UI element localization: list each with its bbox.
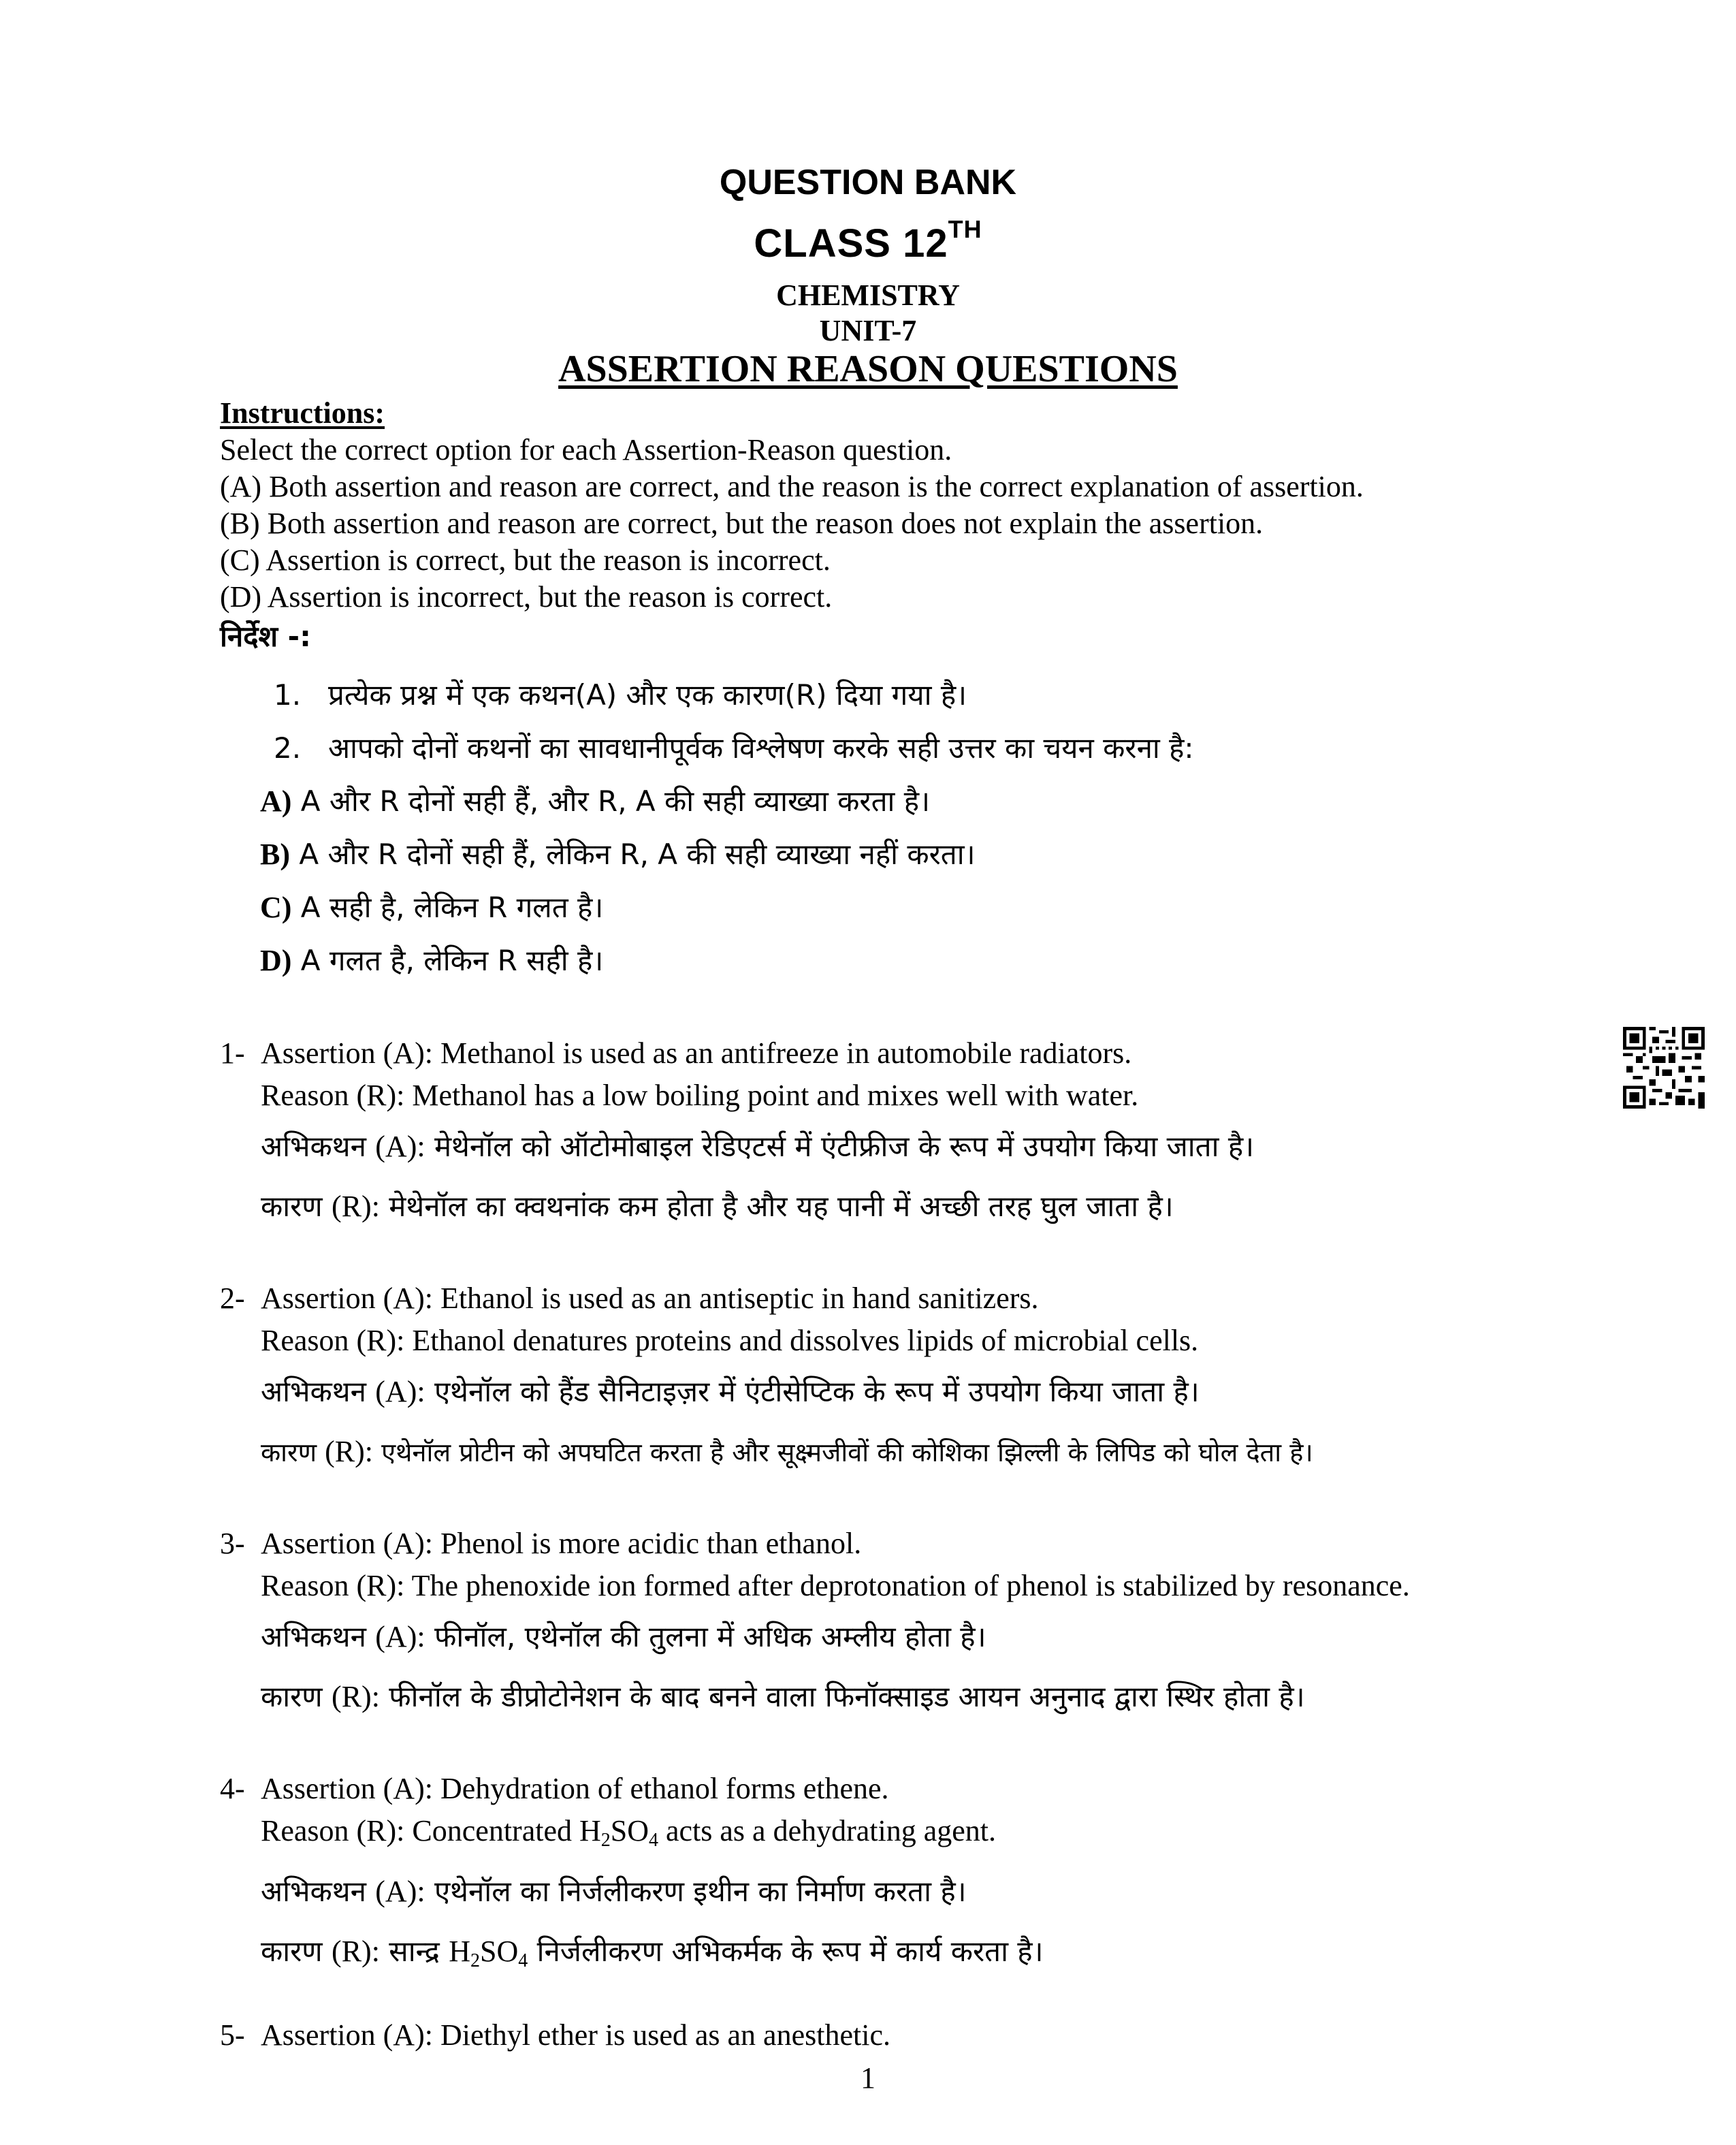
instruction-line: (A) Both assertion and reason are correct, and the reason is the correct explanation of assertion. bbox=[220, 470, 1364, 503]
point-number: 2. bbox=[274, 731, 302, 765]
hindi-instructions-heading: निर्देश -: bbox=[220, 620, 311, 653]
hindi-assertion-line bbox=[220, 1362, 1313, 1422]
assertion-line bbox=[220, 1768, 1044, 1810]
formula-part: SO bbox=[480, 1935, 519, 1968]
formula-part: SO bbox=[610, 1814, 649, 1847]
assertion-line bbox=[220, 1523, 1410, 1565]
instructions-heading: Instructions: bbox=[220, 396, 385, 430]
hindi-assertion-text: मेथेनॉल को ऑटोमोबाइल रेडिएटर्स में एंटीफ्रीज के रूप में उपयोग किया जाता है। bbox=[434, 1130, 1255, 1163]
option-label: B) bbox=[260, 838, 290, 871]
subscript: 2 bbox=[470, 1950, 480, 1971]
hindi-assertion-tag: (A): bbox=[375, 1375, 425, 1408]
formula-part: H bbox=[449, 1935, 470, 1968]
class-suffix: TH bbox=[948, 215, 982, 243]
reason-text-suffix: acts as a dehydrating agent. bbox=[658, 1814, 997, 1847]
option-label: A) bbox=[260, 784, 292, 818]
assertion-line bbox=[220, 1277, 1313, 1320]
hindi-reason-tag: (R): bbox=[332, 1680, 380, 1713]
hindi-reason-text: मेथेनॉल का क्वथनांक कम होता है और यह पानी में अच्छी तरह घुल जाता है। bbox=[389, 1190, 1174, 1223]
option-label: C) bbox=[260, 891, 292, 924]
assertion-text: Assertion (A): Diethyl ether is used as an anesthetic. bbox=[261, 2018, 890, 2052]
question-number: 5- bbox=[220, 2018, 245, 2052]
hindi-instructions-points bbox=[266, 669, 1194, 775]
hindi-option bbox=[260, 828, 976, 881]
header-title: QUESTION BANK bbox=[719, 163, 1017, 202]
hindi-reason-tag: (R): bbox=[332, 1935, 380, 1968]
hindi-assertion-tag: (A): bbox=[375, 1875, 425, 1908]
subscript: 2 bbox=[600, 1830, 611, 1851]
hindi-assertion-line bbox=[220, 1862, 1044, 1922]
question-4 bbox=[220, 1768, 1044, 1991]
hindi-point bbox=[266, 722, 1194, 775]
instruction-line: (B) Both assertion and reason are correct, but the reason does not explain the assertion. bbox=[220, 507, 1264, 540]
hindi-options bbox=[260, 775, 976, 987]
option-text: A गलत है, लेकिन R सही है। bbox=[300, 944, 604, 977]
assertion-text: Assertion (A): Phenol is more acidic than ethanol. bbox=[261, 1527, 862, 1560]
hindi-reason-text: फीनॉल के डीप्रोटोनेशन के बाद बनने वाला फिनॉक्साइड आयन अनुनाद द्वारा स्थिर होता है। bbox=[389, 1680, 1305, 1713]
option-text: A और R दोनों सही हैं, और R, A की सही व्याख्या करता है। bbox=[300, 784, 931, 818]
instructions-list bbox=[220, 432, 1364, 616]
header-class bbox=[0, 215, 1736, 266]
qr-code-icon bbox=[1623, 1027, 1705, 1109]
hindi-option bbox=[260, 881, 976, 934]
hindi-point bbox=[266, 669, 1194, 722]
question-2 bbox=[220, 1277, 1313, 1482]
hindi-reason-label: कारण bbox=[261, 1935, 323, 1968]
question-1 bbox=[220, 1032, 1254, 1237]
reason-line: Reason (R): Ethanol denatures proteins and dissolves lipids of microbial cells. bbox=[261, 1324, 1199, 1357]
option-text: A सही है, लेकिन R गलत है। bbox=[300, 891, 604, 924]
hindi-assertion-text: फीनॉल, एथेनॉल की तुलना में अधिक अम्लीय होता है। bbox=[434, 1620, 986, 1653]
hindi-assertion-label: अभिकथन bbox=[261, 1375, 366, 1408]
hindi-assertion-line bbox=[220, 1117, 1254, 1177]
header-subject: CHEMISTRY bbox=[776, 279, 960, 312]
hindi-assertion-label: अभिकथन bbox=[261, 1130, 366, 1163]
question-number: 4- bbox=[220, 1772, 245, 1805]
reason-line: Reason (R): The phenoxide ion formed after deprotonation of phenol is stabilized by resonance. bbox=[261, 1569, 1410, 1602]
hindi-reason-line bbox=[220, 1422, 1313, 1482]
hindi-assertion-label: अभिकथन bbox=[261, 1620, 366, 1653]
question-number: 1- bbox=[220, 1036, 245, 1070]
hindi-assertion-line bbox=[220, 1607, 1410, 1667]
hindi-assertion-label: अभिकथन bbox=[261, 1875, 366, 1908]
hindi-reason-prefix: सान्द्र bbox=[389, 1935, 440, 1968]
hindi-reason-line bbox=[220, 1177, 1254, 1237]
hindi-reason-line bbox=[220, 1922, 1044, 1991]
hindi-reason-tag: (R): bbox=[325, 1435, 374, 1468]
question-3 bbox=[220, 1523, 1410, 1727]
hindi-reason-label: कारण bbox=[261, 1680, 323, 1713]
hindi-formula bbox=[449, 1935, 528, 1971]
class-label: CLASS 12 bbox=[754, 221, 948, 266]
question-number: 3- bbox=[220, 1527, 245, 1560]
subscript: 4 bbox=[649, 1830, 658, 1851]
hindi-assertion-text: एथेनॉल का निर्जलीकरण इथीन का निर्माण करता है। bbox=[434, 1875, 967, 1908]
hindi-reason-text: निर्जलीकरण अभिकर्मक के रूप में कार्य करता है। bbox=[536, 1935, 1044, 1968]
reason-line: Reason (R): Methanol has a low boiling point and mixes well with water. bbox=[261, 1079, 1139, 1112]
hindi-reason-text: एथेनॉल प्रोटीन को अपघटित करता है और सूक्ष्मजीवों की कोशिका झिल्ली के लिपिड को घोल देता है। bbox=[381, 1437, 1313, 1467]
hindi-reason-label: कारण bbox=[261, 1437, 317, 1467]
hindi-assertion-tag: (A): bbox=[375, 1620, 425, 1653]
option-label: D) bbox=[260, 944, 292, 977]
hindi-reason-tag: (R): bbox=[332, 1190, 380, 1223]
hindi-assertion-text: एथेनॉल को हैंड सैनिटाइज़र में एंटीसेप्टिक के रूप में उपयोग किया जाता है। bbox=[434, 1375, 1200, 1408]
subscript: 4 bbox=[518, 1950, 528, 1971]
section-title: ASSERTION REASON QUESTIONS bbox=[558, 348, 1178, 390]
assertion-line bbox=[220, 1032, 1254, 1075]
point-number: 1. bbox=[274, 678, 302, 712]
assertion-text: Assertion (A): Methanol is used as an antifreeze in automobile radiators. bbox=[261, 1036, 1132, 1070]
assertion-line bbox=[220, 2014, 890, 2056]
point-text: आपको दोनों कथनों का सावधानीपूर्वक विश्लेषण करके सही उत्तर का चयन करना है: bbox=[328, 731, 1194, 765]
hindi-reason-line bbox=[220, 1667, 1410, 1727]
reason-text-prefix: Reason (R): Concentrated H bbox=[261, 1814, 601, 1847]
instruction-line: (D) Assertion is incorrect, but the reason is correct. bbox=[220, 580, 833, 614]
hindi-option bbox=[260, 934, 976, 987]
instruction-line: Select the correct option for each Assertion-Reason question. bbox=[220, 433, 952, 466]
question-5 bbox=[220, 2014, 890, 2056]
hindi-reason-label: कारण bbox=[261, 1190, 323, 1223]
header-unit: UNIT-7 bbox=[819, 314, 917, 347]
page-number: 1 bbox=[861, 2061, 875, 2095]
question-number: 2- bbox=[220, 1282, 245, 1315]
instruction-line: (C) Assertion is correct, but the reason is incorrect. bbox=[220, 543, 831, 577]
assertion-text: Assertion (A): Dehydration of ethanol forms ethene. bbox=[261, 1772, 889, 1805]
hindi-assertion-tag: (A): bbox=[375, 1130, 425, 1163]
reason-line bbox=[220, 1810, 1044, 1862]
option-text: A और R दोनों सही हैं, लेकिन R, A की सही व्याख्या नहीं करता। bbox=[299, 838, 976, 871]
point-text: प्रत्येक प्रश्न में एक कथन(A) और एक कारण(R) दिया गया है। bbox=[328, 678, 967, 712]
hindi-option bbox=[260, 775, 976, 828]
assertion-text: Assertion (A): Ethanol is used as an antiseptic in hand sanitizers. bbox=[261, 1282, 1039, 1315]
